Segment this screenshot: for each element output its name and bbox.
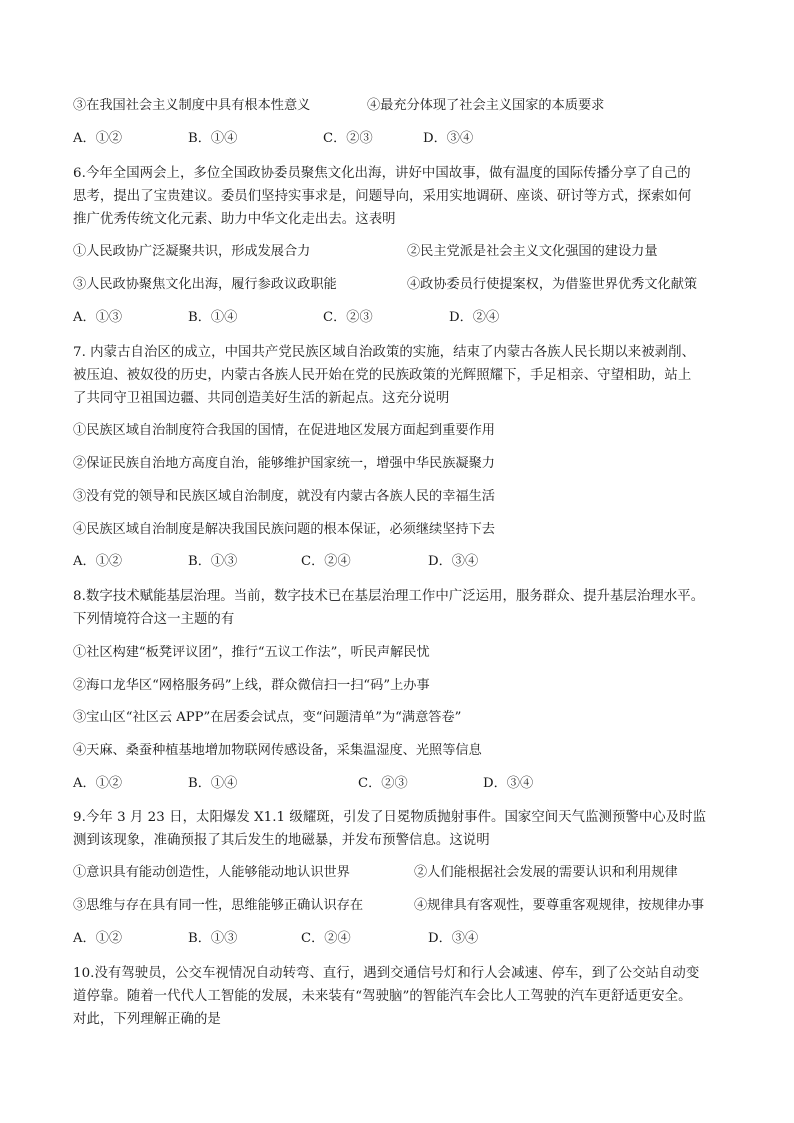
q6-option-3: ③人民政协聚焦文化出海，履行参政议政职能 (73, 277, 337, 292)
q6-choice-a: A．①③ (73, 310, 123, 325)
q8-option-1: ①社区构建“板凳评议团”，推行“五议工作法”，听民声解民忧 (73, 645, 430, 660)
q9-option-2: ②人们能根据社会发展的需要认识和利用规律 (414, 865, 678, 880)
q8-stem-line-2: 下列情境符合这一主题的有 (73, 612, 235, 627)
q6-options-row-2 (73, 275, 698, 295)
q5-option-3: ③在我国社会主义制度中具有根本性意义 (73, 98, 311, 113)
q5-choice-b: B．①④ (188, 131, 238, 146)
q8-choice-a: A．①② (73, 776, 123, 791)
q7-option-4: ④民族区域自治制度是解决我国民族问题的根本保证，必须继续坚持下去 (73, 522, 495, 537)
q8-stem-line-1: 8.数字技术赋能基层治理。当前，数字技术已在基层治理工作中广泛运用，服务群众、提升基层治理水平。 (73, 589, 705, 604)
q7-choice-d: D．③④ (428, 554, 479, 569)
q9-stem-line-2: 测到该现象，准确预报了其后发生的地磁暴，并发布预警信息。这说明 (73, 833, 490, 848)
q7-choice-a: A．①② (73, 554, 123, 569)
q5-options-row-2 (73, 96, 605, 116)
q6-option-1: ①人民政协广泛凝聚共识，形成发展合力 (73, 244, 311, 259)
q5-option-4: ④最充分体现了社会主义国家的本质要求 (367, 98, 605, 113)
q5-choice-d: D．③④ (423, 131, 474, 146)
q6-choice-d: D．②④ (449, 310, 500, 325)
q7-option-2: ②保证民族自治地方高度自治，能够维护国家统一，增强中华民族凝聚力 (73, 456, 495, 471)
q7-stem-line-3: 了共同守卫祖国边疆、共同创造美好生活的新起点。这充分说明 (73, 391, 450, 406)
q8-choice-b: B．①④ (188, 776, 238, 791)
q9-option-3: ③思维与存在具有同一性，思维能够正确认识存在 (73, 898, 364, 913)
q6-options-row-1 (73, 242, 658, 262)
q8-option-2: ②海口龙华区“网格服务码”上线，群众微信扫一扫“码”上办事 (73, 678, 430, 693)
q7-stem-line-2: 被压迫、被奴役的历史，内蒙古各族人民开始在党的民族政策的光辉照耀下，手足相亲、守望相助，站上 (73, 368, 692, 383)
q5-choice-c: C．②③ (323, 131, 373, 146)
q6-stem-line-1: 6.今年全国两会上，多位全国政协委员聚焦文化出海，讲好中国故事，做有温度的国际传播分享了自己的 (73, 166, 691, 181)
q9-option-4: ④规律具有客观性，要尊重客观规律，按规律办事 (414, 898, 705, 913)
q7-option-3: ③没有党的领导和民族区域自治制度，就没有内蒙古各族人民的幸福生活 (73, 489, 495, 504)
q9-choice-b: B．①③ (188, 931, 238, 946)
q7-choice-b: B．①③ (188, 554, 238, 569)
q6-choice-c: C．②③ (323, 310, 373, 325)
q6-choice-b: B．①④ (188, 310, 238, 325)
q9-choice-c: C．②④ (301, 931, 351, 946)
q8-choice-c: C．②③ (358, 776, 408, 791)
q9-option-1: ①意识具有能动创造性，人能够能动地认识世界 (73, 865, 350, 880)
q9-choice-d: D．③④ (428, 931, 479, 946)
q6-stem-line-3: 推广优秀传统文化元素、助力中华文化走出去。这表明 (73, 212, 396, 227)
q7-choice-c: C．②④ (301, 554, 351, 569)
q8-choice-d: D．③④ (483, 776, 534, 791)
q10-stem-line-3: 对此，下列理解正确的是 (73, 1012, 221, 1027)
q10-stem-line-1: 10.没有驾驶员，公交车视情况自动转弯、直行，遇到交通信号灯和行人会减速、停车，到了公交站自动变 (73, 966, 700, 981)
q8-option-3: ③宝山区“社区云 APP”在居委会试点，变“问题清单”为“满意答卷” (73, 710, 462, 725)
q9-options-row-2 (73, 896, 705, 916)
q7-stem-line-1: 7. 内蒙古自治区的成立，中国共产党民族区域自治政策的实施，结束了内蒙古各族人民长期以来被剥削、 (73, 345, 696, 360)
q9-choice-a: A．①② (73, 931, 123, 946)
q10-stem-line-2: 道停靠。随着一代代人工智能的发展，未来装有“驾驶脑”的智能汽车会比人工驾驶的汽车更舒适更安全。 (73, 989, 692, 1004)
q7-option-1: ①民族区域自治制度符合我国的国情，在促进地区发展方面起到重要作用 (73, 423, 495, 438)
q9-stem-line-1: 9.今年 3 月 23 日，太阳爆发 X1.1 级耀斑，引发了日冕物质抛射事件。国家空间天气监测预警中心及时监 (73, 810, 707, 825)
q6-option-4: ④政协委员行使提案权，为借鉴世界优秀文化献策 (407, 277, 698, 292)
q5-choice-a: A．①② (73, 131, 123, 146)
q6-stem-line-2: 思考，提出了宝贵建议。委员们坚持实事求是，问题导向，采用实地调研、座谈、研讨等方式，探索如何 (73, 189, 692, 204)
q8-option-4: ④天麻、桑蚕种植基地增加物联网传感设备，采集温湿度、光照等信息 (73, 743, 482, 758)
q9-options-row-1 (73, 863, 678, 883)
q6-option-2: ②民主党派是社会主义文化强国的建设力量 (407, 244, 658, 259)
